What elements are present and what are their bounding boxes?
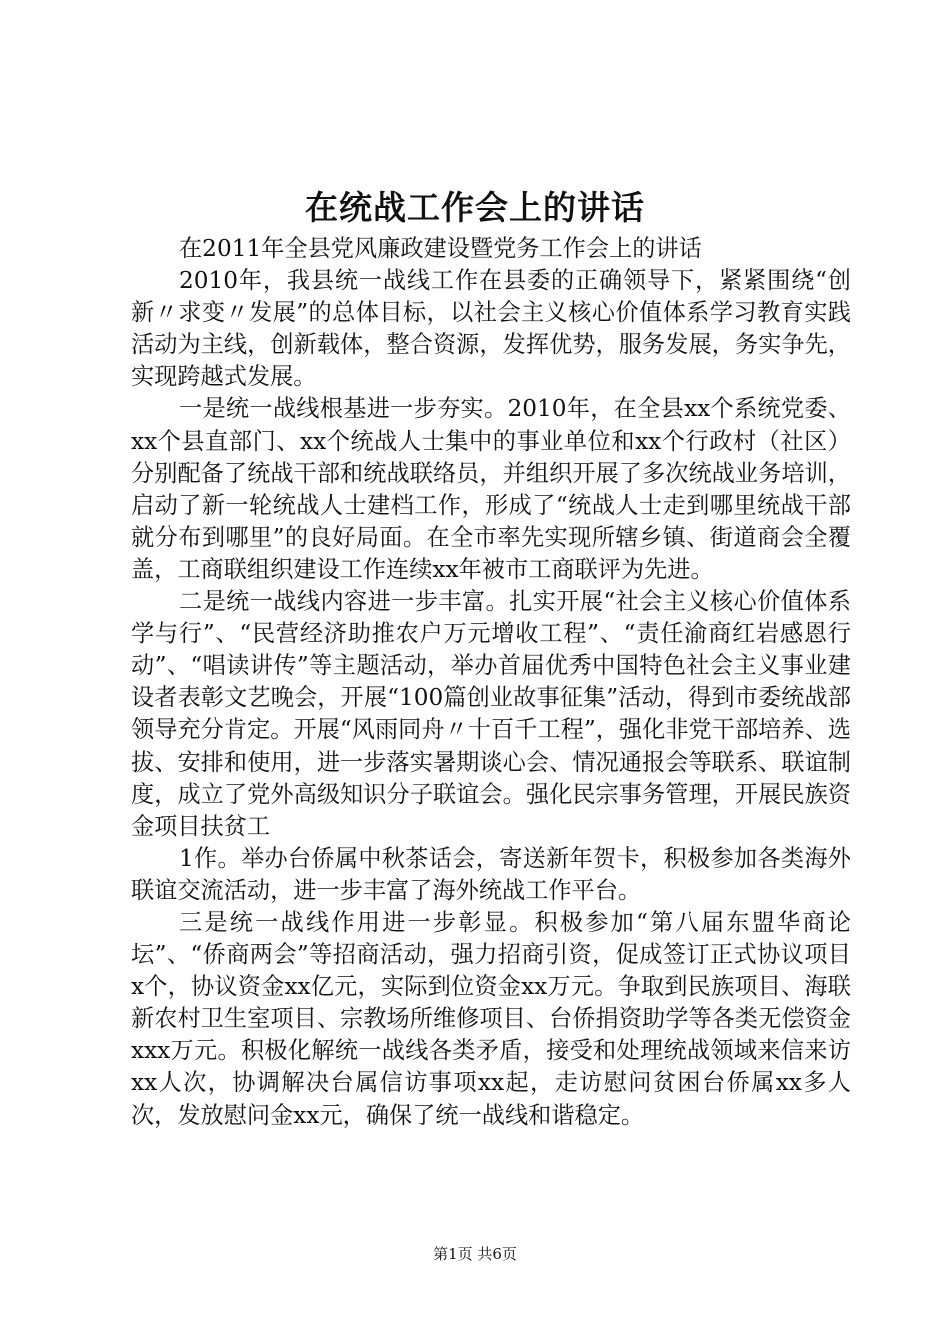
document-body [131, 233, 851, 1132]
paragraph-point-one: 一是统一战线根基进一步夯实。2010年，在全县xx个系统党委、xx个县直部门、xx个统战人士集中的事业单位和xx个行政村（社区）分别配备了统战干部和统战联络员，并组织开展了多次统战业务培训，启动了新一轮统战人士建档工作，形成了“统战人士走到哪里统战干部就分布到哪里”的良好局面。在全市率先实现所辖乡镇、街道商会全覆盖，工商联组织建设工作连续xx年被市工商联评为先进。 [131, 395, 851, 583]
document-title: 在统战工作会上的讲话 [305, 188, 645, 227]
paragraph-subtitle: 在2011年全县党风廉政建设暨党务工作会上的讲话 [179, 235, 702, 262]
paragraph-overview: 2010年，我县统一战线工作在县委的正确领导下，紧紧围绕“创新〃求变〃发展”的总体目标，以社会主义核心价值体系学习教育实践活动为主线，创新载体，整合资源，发挥优势，服务发展，务实争先，实现跨越式发展。 [131, 267, 851, 391]
page-footer: 第1页 共6页 [433, 1245, 517, 1263]
paragraph-point-three: 三是统一战线作用进一步彰显。积极参加“第八届东盟华商论坛”、“侨商两会”等招商活动，强力招商引资，促成签订正式协议项目x个，协议资金xx亿元，实际到位资金xx万元。争取到民族项目、海联新农村卫生室项目、宗教场所维修项目、台侨捐资助学等各类无偿资金xxx万元。积极化解统一战线各类矛盾，接受和处理统战领域来信来访xx人次，协调解决台属信访事项xx起，走访慰问贫困台侨属xx多人次，发放慰问金xx元，确保了统一战线和谐稳定。 [131, 908, 851, 1129]
paragraph-point-two: 二是统一战线内容进一步丰富。扎实开展“社会主义核心价值体系学与行”、“民营经济助推农户万元增收工程”、“责任渝商红岩感恩行动”、“唱读讲传”等主题活动，举办首届优秀中国特色社会主义事业建设者表彰文艺晚会，开展“100篇创业故事征集”活动，得到市委统战部领导充分肯定。开展“风雨同舟〃十百千工程”，强化非党干部培养、选拔、安排和使用，进一步落实暑期谈心会、情况通报会等联系、联谊制度，成立了党外高级知识分子联谊会。强化民宗事务管理，开展民族资金项目扶贫工 [131, 588, 851, 840]
paragraph-continued: 1作。举办台侨属中秋茶话会，寄送新年贺卡，积极参加各类海外联谊交流活动，进一步丰富了海外统战工作平台。 [131, 844, 851, 904]
